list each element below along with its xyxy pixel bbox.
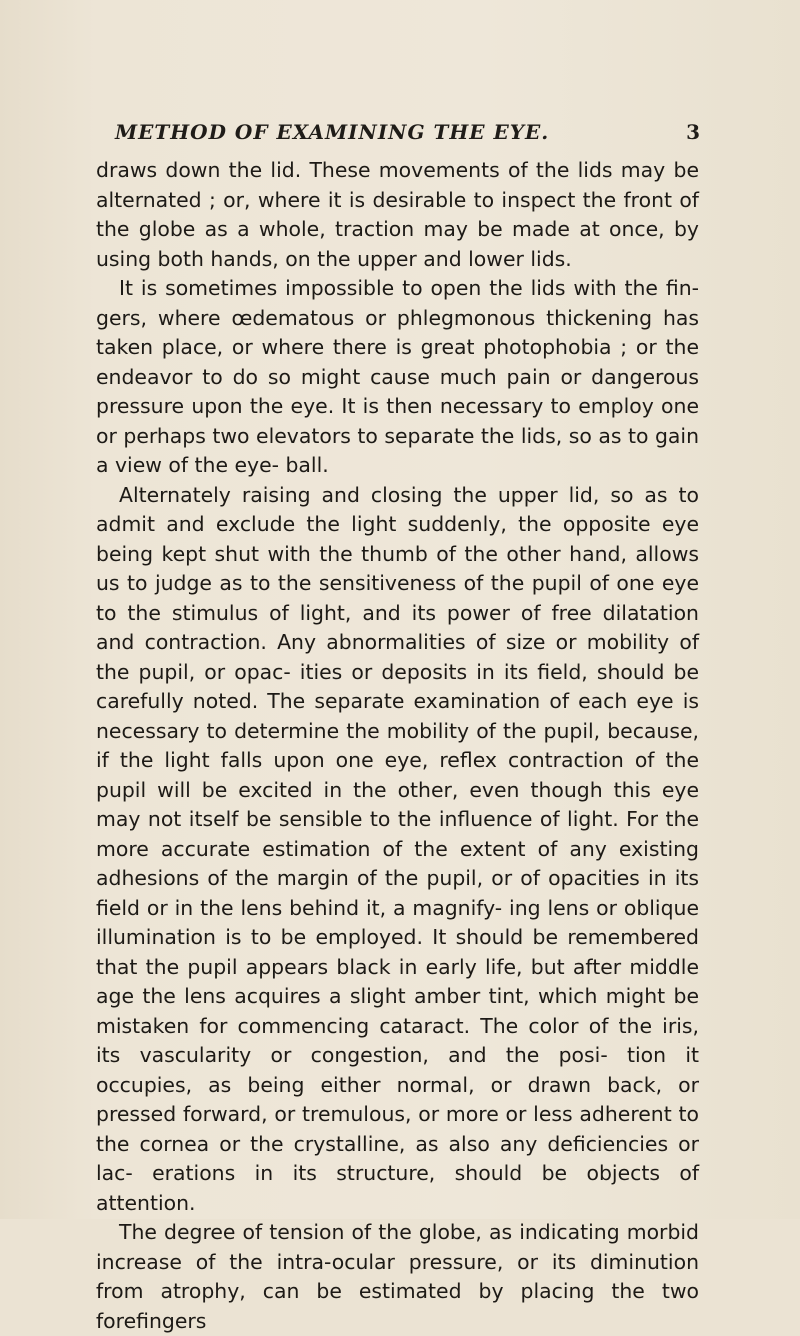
page-number: 3	[686, 120, 700, 144]
running-head	[95, 120, 700, 150]
paragraph-1: draws down the lid. These movements of the lids may be alternated ; or, where it is desirable to inspect the front of the globe as a whole, traction may be made at once, by using both hands, on the upper and lower lids.	[96, 158, 699, 271]
body-text	[96, 156, 699, 1336]
paragraph-3: Alternately raising and closing the upper lid, so as to admit and exclude the light suddenly, the opposite eye being kept shut with the thumb of the other hand, allows us to judge as to the sensitiveness of the pupil of one eye to the stimulus of light, and its power of free dilatation and contraction. Any abnormalities of size or mobility of the pupil, or opac- ities or deposits in its field, should be carefully noted. The separate examination of each eye is necessary to determine the mobility of the pupil, because, if the light falls upon one eye, reflex contraction of the pupil will be excited in the other, even though this eye may not itself be sensible to the influence of light. For the more accurate estimation of the extent of any existing adhesions of the margin of the pupil, or of opacities in its field or in the lens behind it, a magnify- ing lens or oblique illumination is to be employed. It should be remembered that the pupil appears black in early life, but after middle age the lens acquires a slight amber tint, which might be mistaken for commencing cataract. The color of the iris, its vascularity or congestion, and the posi- tion it occupies, as being either normal, or drawn back, or pressed forward, or tremulous, or more or less adherent to the cornea or the crystalline, as also any deficiencies or lac- erations in its structure, should be objects of attention.	[96, 482, 699, 1215]
running-title: METHOD OF EXAMINING THE EYE.	[115, 120, 550, 144]
paragraph-4: The degree of tension of the globe, as indicating morbid increase of the intra-ocular pressure, or its diminution from atrophy, can be estimated by placing the two forefingers	[96, 1220, 699, 1333]
paragraph-2: It is sometimes impossible to open the lids with the fin- gers, where œdematous or phlegmonous thickening has taken place, or where there is great photophobia ; or the endeavor to do so might cause much pain or dangerous pressure upon the eye. It is then necessary to employ one or perhaps two elevators to separate the lids, so as to gain a view of the eye- ball.	[96, 276, 699, 477]
